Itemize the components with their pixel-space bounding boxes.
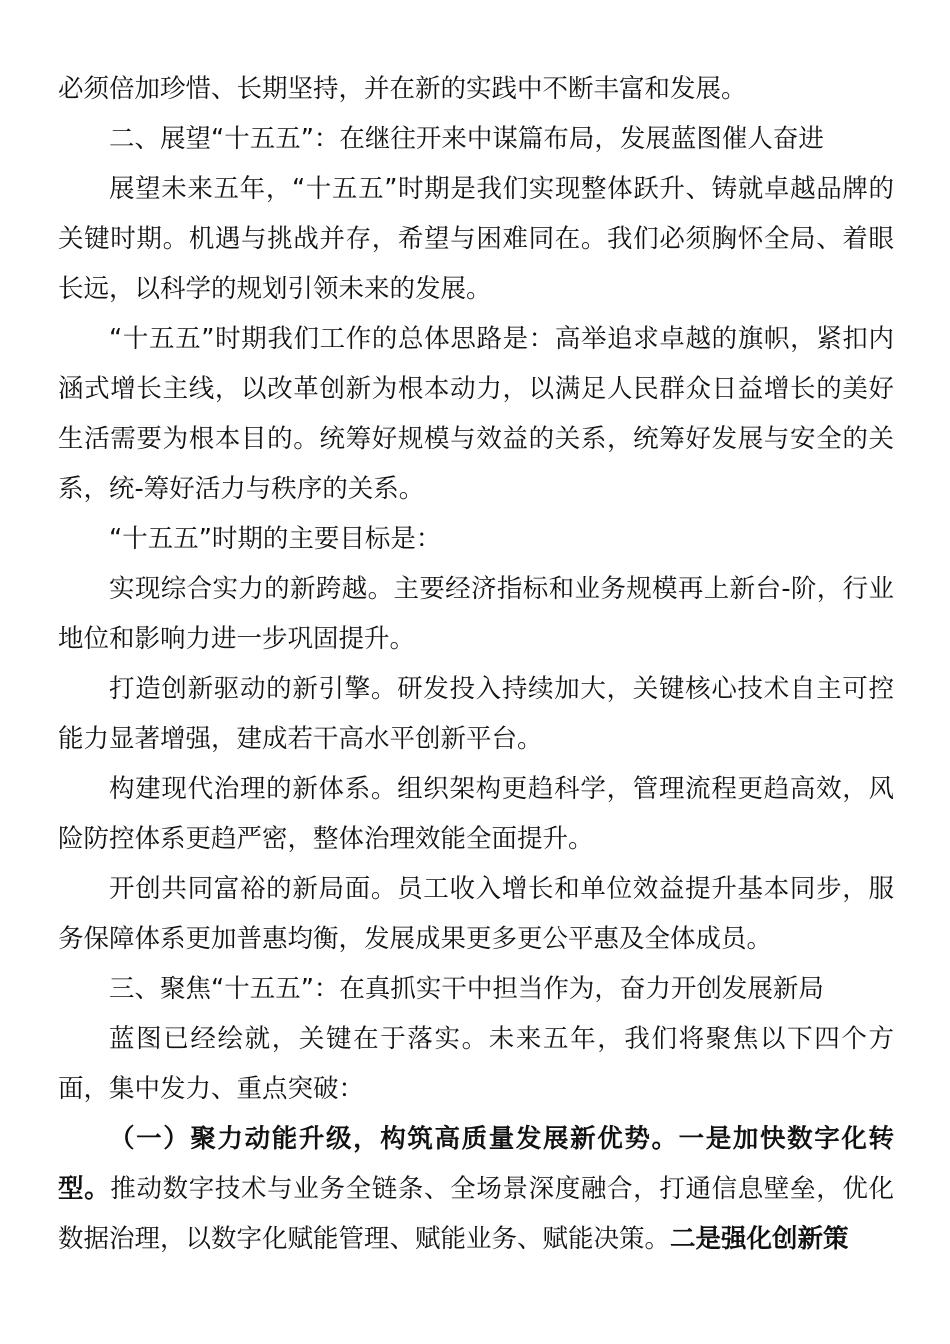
paragraph-continuation: 必须倍加珍惜、长期坚持，并在新的实践中不断丰富和发展。 (58, 74, 747, 104)
section-heading-two: 二、展望“十五五”：在继往开来中谋篇布局，发展蓝图催人奋进 (109, 124, 824, 154)
paragraph-outlook: 展望未来五年，“十五五”时期是我们实现整体跃升、铸就卓越品牌的关键时期。机遇与挑战并存，希望与困难同在。我们必须胸怀全局、着眼长远，以科学的规划引领未来的发展。 (58, 174, 894, 304)
point-one-text: 推动数字技术与业务全链条、全场景深度融合，打通信息壁垒，优化数据治理，以数字化赋能管理、赋能业务、赋能决策。 (58, 1174, 894, 1254)
paragraph-goal-governance: 构建现代治理的新体系。组织架构更趋科学，管理流程更趋高效，风险防控体系更趋严密，整体治理效能全面提升。 (58, 774, 894, 854)
paragraph-section-one (58, 1114, 894, 1264)
paragraph-goal-strength: 实现综合实力的新跨越。主要经济指标和业务规模再上新台-阶，行业地位和影响力进一步巩固提升。 (58, 574, 894, 654)
paragraph-general-approach: “十五五”时期我们工作的总体思路是：高举追求卓越的旗帜，紧扣内涵式增长主线，以改革创新为根本动力，以满足人民群众日益增长的美好生活需要为根本目的。统筹好规模与效益的关系，统筹好发展与安全的关系，统-筹好活力与秩序的关系。 (58, 324, 894, 504)
section-one-title: （一）聚力动能升级，构筑高质量发展新优势。 (109, 1124, 679, 1154)
point-two-title: 二是强化创新策 (670, 1224, 849, 1254)
paragraph-focus-intro: 蓝图已经绘就，关键在于落实。未来五年，我们将聚焦以下四个方面，集中发力、重点突破： (58, 1024, 894, 1104)
section-heading-three: 三、聚焦“十五五”：在真抓实干中担当作为，奋力开创发展新局 (109, 974, 824, 1004)
paragraph-goal-innovation: 打造创新驱动的新引擎。研发投入持续加大，关键核心技术自主可控能力显著增强，建成若干高水平创新平台。 (58, 674, 894, 754)
point-one-title: 一是加快数字化转型。 (58, 1124, 894, 1204)
paragraph-goal-prosperity: 开创共同富裕的新局面。员工收入增长和单位效益提升基本同步，服务保障体系更加普惠均衡，发展成果更多更公平惠及全体成员。 (58, 874, 894, 954)
document-page (58, 64, 894, 1264)
paragraph-main-goals-intro: “十五五”时期的主要目标是： (109, 524, 442, 554)
